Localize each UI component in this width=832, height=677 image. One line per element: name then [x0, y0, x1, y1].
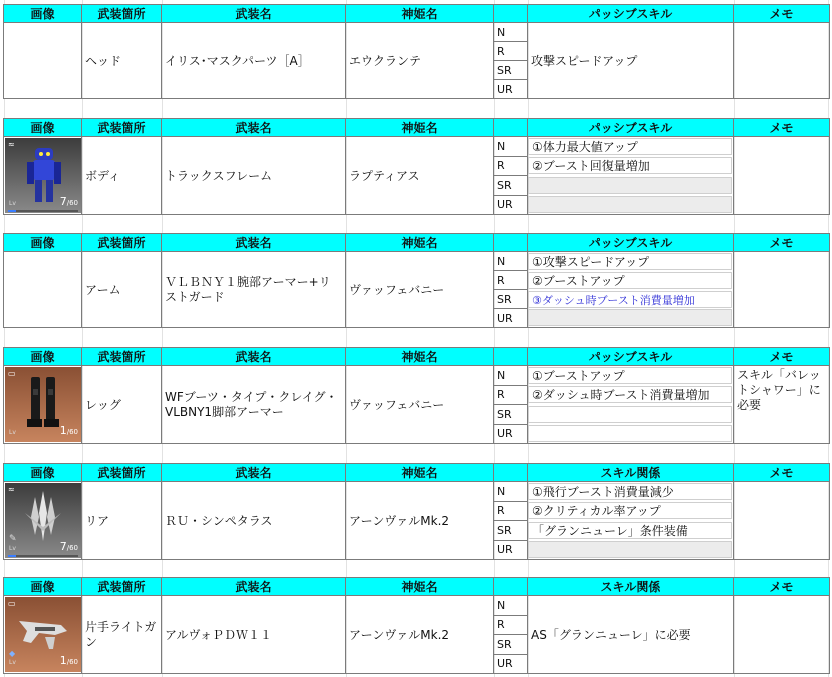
level-r-cell[interactable]: R	[494, 156, 528, 176]
header-part: 武装箇所	[82, 578, 162, 596]
image-cell[interactable]	[4, 596, 82, 674]
shinki-name-cell[interactable]: エウクランテ	[346, 23, 494, 99]
weapon-name-cell[interactable]: トラックスフレーム	[162, 137, 346, 215]
level-r-cell[interactable]: R	[494, 615, 528, 635]
shinki-name-cell[interactable]: ヴァッフェバニー	[346, 366, 494, 444]
level-sr-cell[interactable]: SR	[494, 635, 528, 655]
header-part: 武装箇所	[82, 348, 162, 366]
header-memo: メモ	[734, 348, 830, 366]
skill-cell[interactable]	[528, 195, 734, 215]
header-row	[4, 119, 830, 137]
skill-cell[interactable]: ①体力最大値アップ	[528, 137, 734, 157]
level-label: Lv	[9, 200, 16, 207]
memo-cell[interactable]	[734, 23, 830, 99]
header-part: 武装箇所	[82, 234, 162, 252]
header-image: 画像	[4, 348, 82, 366]
rank-icon: ▭	[8, 369, 16, 378]
header-weapon-name: 武装名	[162, 578, 346, 596]
equipment-block-leg	[3, 347, 829, 444]
equipment-thumbnail	[5, 138, 81, 213]
level-ur-cell[interactable]: UR	[494, 654, 528, 674]
equipment-thumbnail	[5, 597, 81, 672]
memo-cell[interactable]	[734, 252, 830, 328]
header-skill-relation: スキル関係	[528, 464, 734, 482]
rank-icon: ▭	[8, 599, 16, 608]
skill-cell[interactable]: 「グランニューレ」条件装備	[528, 521, 734, 541]
skill-cell[interactable]: ①ブーストアップ	[528, 366, 734, 386]
header-memo: メモ	[734, 119, 830, 137]
header-level	[494, 464, 528, 482]
skill-cell[interactable]: ①攻撃スピードアップ	[528, 252, 734, 271]
level-bar-fill	[8, 555, 16, 557]
header-passive-skill: パッシブスキル	[528, 5, 734, 23]
header-memo: メモ	[734, 578, 830, 596]
level-n-cell[interactable]: N	[494, 137, 528, 157]
rank-icon: ≈	[8, 140, 15, 149]
level-sr-cell[interactable]: SR	[494, 176, 528, 196]
level-label: Lv	[9, 429, 16, 436]
memo-cell[interactable]	[734, 596, 830, 674]
header-shinki-name: 神姫名	[346, 234, 494, 252]
header-image: 画像	[4, 464, 82, 482]
level-ur-cell[interactable]: UR	[494, 424, 528, 444]
skill-cell[interactable]	[528, 309, 734, 328]
equipment-thumbnail	[5, 483, 81, 558]
skill-cell[interactable]: ②クリティカル率アップ	[528, 501, 734, 521]
image-cell[interactable]	[4, 252, 82, 328]
memo-cell[interactable]	[734, 137, 830, 215]
shield-icon: ◆	[9, 649, 16, 658]
header-memo: メモ	[734, 234, 830, 252]
equipment-block-arm	[3, 233, 829, 328]
part-cell[interactable]: ボディ	[82, 137, 162, 215]
part-cell[interactable]: アーム	[82, 252, 162, 328]
header-passive-skill: パッシブスキル	[528, 348, 734, 366]
header-passive-skill: パッシブスキル	[528, 234, 734, 252]
header-weapon-name: 武装名	[162, 464, 346, 482]
header-shinki-name: 神姫名	[346, 119, 494, 137]
image-cell[interactable]	[4, 23, 82, 99]
level-n-cell[interactable]: N	[494, 596, 528, 616]
header-row	[4, 348, 830, 366]
level-ur-cell[interactable]: UR	[494, 195, 528, 215]
level-value: 1/60	[59, 424, 78, 437]
level-label: Lv	[9, 545, 16, 552]
header-part: 武装箇所	[82, 119, 162, 137]
level-sr-cell[interactable]: SR	[494, 521, 528, 541]
equipment-thumbnail	[5, 367, 81, 442]
image-cell[interactable]	[4, 482, 82, 560]
level-value: 7/60	[59, 540, 78, 553]
level-r-cell[interactable]: R	[494, 271, 528, 290]
weapon-name-cell[interactable]: ＲＵ・シンペタラス	[162, 482, 346, 560]
level-n-cell[interactable]: N	[494, 482, 528, 502]
level-sr-cell[interactable]: SR	[494, 61, 528, 80]
level-n-cell[interactable]: N	[494, 366, 528, 386]
header-passive-skill: パッシブスキル	[528, 119, 734, 137]
feather-icon: ✎	[9, 534, 17, 544]
skill-cell[interactable]: ①飛行ブースト消費量減少	[528, 482, 734, 502]
header-skill-relation: スキル関係	[528, 578, 734, 596]
part-cell[interactable]: レッグ	[82, 366, 162, 444]
header-image: 画像	[4, 234, 82, 252]
memo-cell[interactable]	[734, 482, 830, 560]
skill-cell[interactable]: AS「グランニューレ」に必要	[528, 596, 734, 674]
header-shinki-name: 神姫名	[346, 578, 494, 596]
header-row	[4, 578, 830, 596]
shinki-name-cell[interactable]: ヴァッフェバニー	[346, 252, 494, 328]
level-sr-cell[interactable]: SR	[494, 290, 528, 309]
memo-cell[interactable]: スキル「バレットシャワー」に必要	[734, 366, 830, 444]
skill-cell[interactable]: 攻撃スピードアップ	[528, 23, 734, 99]
shinki-name-cell[interactable]: ラプティアス	[346, 137, 494, 215]
header-level	[494, 578, 528, 596]
header-shinki-name: 神姫名	[346, 348, 494, 366]
skill-cell[interactable]	[528, 176, 734, 196]
shinki-name-cell[interactable]: アーンヴァルMk.2	[346, 482, 494, 560]
skill-cell[interactable]	[528, 540, 734, 560]
header-shinki-name: 神姫名	[346, 464, 494, 482]
header-level	[494, 119, 528, 137]
skill-cell[interactable]: ②ブーストアップ	[528, 271, 734, 290]
part-cell[interactable]: ヘッド	[82, 23, 162, 99]
skill-cell[interactable]: ②ダッシュ時ブースト消費量増加	[528, 385, 734, 405]
part-cell[interactable]: 片手ライトガン	[82, 596, 162, 674]
level-n-cell[interactable]: N	[494, 23, 528, 42]
skill-cell[interactable]: ②ブースト回復量増加	[528, 156, 734, 176]
level-value: 1/60	[59, 654, 78, 667]
header-level	[494, 5, 528, 23]
level-sr-cell[interactable]: SR	[494, 405, 528, 425]
skill-cell[interactable]	[528, 424, 734, 444]
header-part: 武装箇所	[82, 464, 162, 482]
weapon-name-cell[interactable]: WFブーツ・タイプ・クレイグ・VLBNY1脚部アーマー	[162, 366, 346, 444]
header-weapon-name: 武装名	[162, 348, 346, 366]
level-bar-fill	[8, 210, 16, 212]
level-ur-cell[interactable]: UR	[494, 80, 528, 99]
header-weapon-name: 武装名	[162, 119, 346, 137]
weapon-name-cell[interactable]: アルヴォＰＤＷ１１	[162, 596, 346, 674]
image-cell[interactable]	[4, 137, 82, 215]
header-memo: メモ	[734, 464, 830, 482]
skill-cell[interactable]	[528, 405, 734, 425]
rank-icon: ≈	[8, 485, 15, 494]
header-level	[494, 234, 528, 252]
level-ur-cell[interactable]: UR	[494, 540, 528, 560]
equipment-block-rear	[3, 463, 829, 560]
level-value: 7/60	[59, 195, 78, 208]
level-r-cell[interactable]: R	[494, 501, 528, 521]
level-bar	[8, 555, 78, 557]
header-shinki-name: 神姫名	[346, 5, 494, 23]
header-row	[4, 464, 830, 482]
shinki-name-cell[interactable]: アーンヴァルMk.2	[346, 596, 494, 674]
header-weapon-name: 武装名	[162, 234, 346, 252]
equipment-block-body	[3, 118, 829, 215]
level-r-cell[interactable]: R	[494, 42, 528, 61]
header-part: 武装箇所	[82, 5, 162, 23]
level-label: Lv	[9, 659, 16, 666]
header-image: 画像	[4, 5, 82, 23]
header-row	[4, 234, 830, 252]
header-image: 画像	[4, 578, 82, 596]
header-memo: メモ	[734, 5, 830, 23]
header-level	[494, 348, 528, 366]
skill-cell[interactable]: ③ダッシュ時ブースト消費量増加	[528, 290, 734, 309]
header-image: 画像	[4, 119, 82, 137]
weapon-name-cell[interactable]: イリス･マスクパーツ［A］	[162, 23, 346, 99]
level-ur-cell[interactable]: UR	[494, 309, 528, 328]
part-cell[interactable]: リア	[82, 482, 162, 560]
weapon-name-cell[interactable]: ＶＬＢＮＹ１腕部アーマー+リストガード	[162, 252, 346, 328]
equipment-block-light-gun	[3, 577, 829, 674]
level-bar	[8, 210, 78, 212]
header-row	[4, 5, 830, 23]
level-n-cell[interactable]: N	[494, 252, 528, 271]
image-cell[interactable]	[4, 366, 82, 444]
equipment-block-head	[3, 4, 829, 99]
header-weapon-name: 武装名	[162, 5, 346, 23]
level-r-cell[interactable]: R	[494, 385, 528, 405]
